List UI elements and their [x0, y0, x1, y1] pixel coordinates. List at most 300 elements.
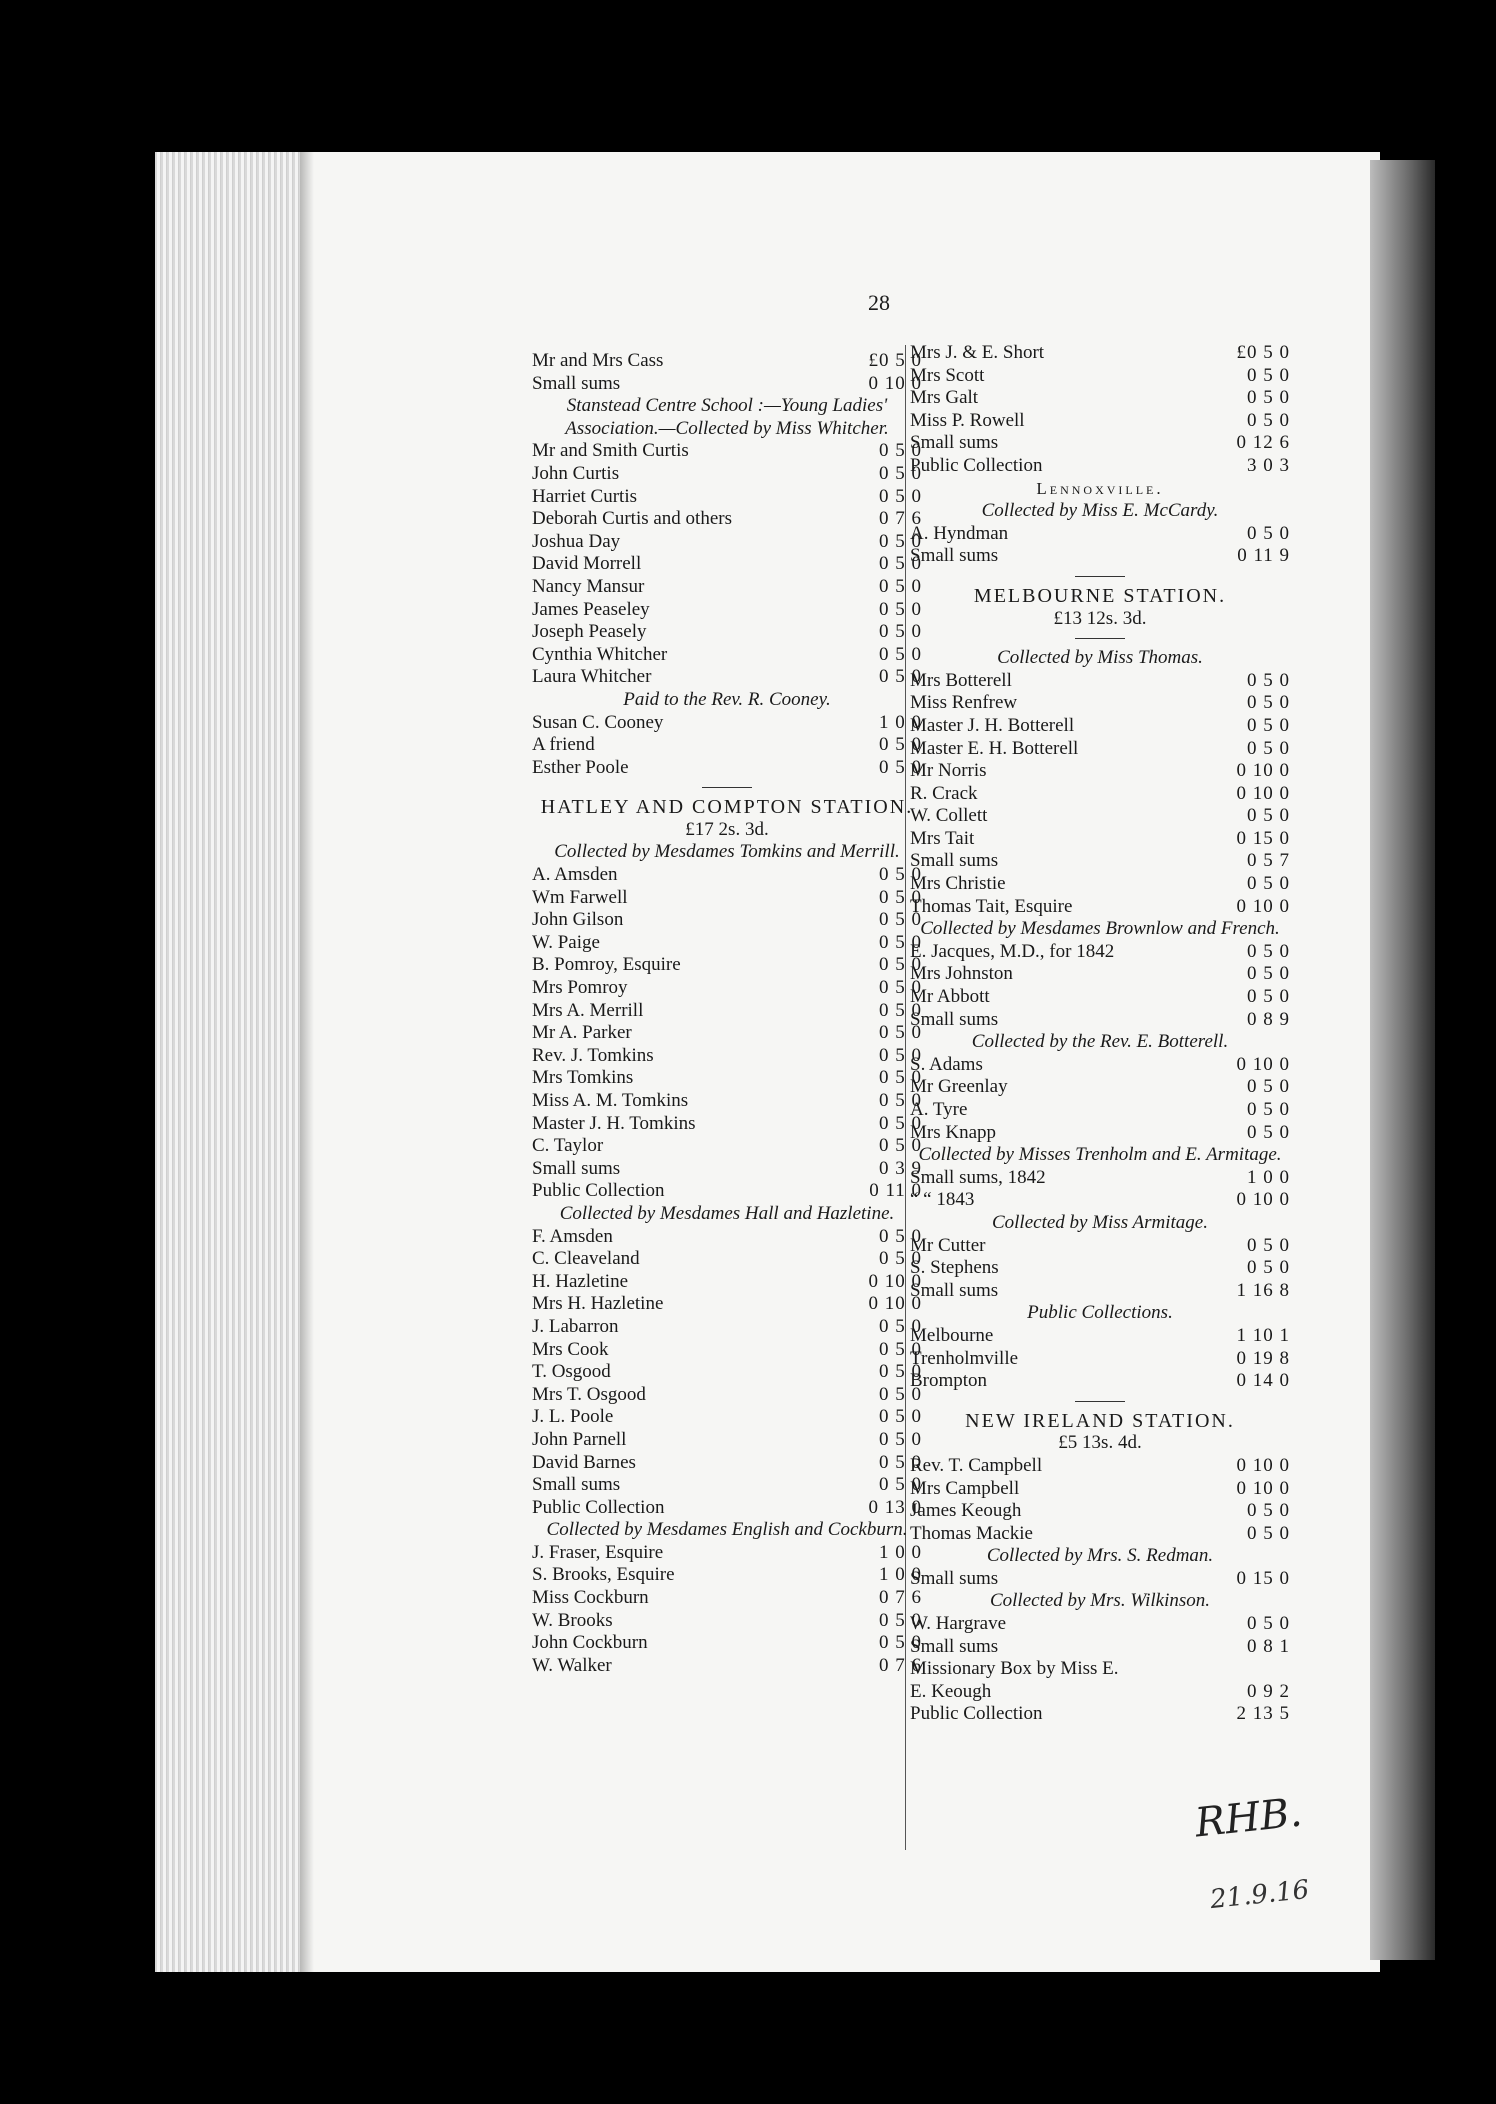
donor-name: Thomas Mackie	[910, 1522, 1033, 1544]
donor-name: W. Paige	[532, 931, 600, 953]
donor-name: S. Adams	[910, 1053, 983, 1075]
donation-amount: 0 5 0	[879, 485, 922, 507]
ledger-entry	[910, 1325, 1290, 1348]
donor-name: Laura Whitcher	[532, 666, 652, 688]
donation-amount: 0 5 0	[879, 886, 922, 908]
donation-amount: 0 9 2	[1247, 1680, 1290, 1702]
ledger-entry	[910, 1235, 1290, 1258]
donation-amount: 1 0 0	[879, 711, 922, 733]
donor-name: Mr Abbott	[910, 986, 990, 1008]
donor-name: Wm Farwell	[532, 886, 628, 908]
donor-name: Esther Poole	[532, 756, 629, 778]
ledger-entry	[532, 932, 922, 955]
donor-name: Miss Renfrew	[910, 692, 1018, 714]
subsection-title: Lennoxville.	[1036, 478, 1164, 498]
ledger-entry	[910, 692, 1290, 715]
donation-amount: 1 0 0	[879, 1564, 922, 1586]
ledger-entry	[532, 350, 922, 373]
donor-name: Mr and Smith Curtis	[532, 440, 689, 462]
donor-name: John Parnell	[532, 1428, 627, 1450]
ledger-entry	[910, 963, 1290, 986]
donor-name: Small sums	[910, 1008, 999, 1030]
donation-amount: 0 5 0	[1247, 669, 1290, 691]
donor-name: W. Hargrave	[910, 1613, 1007, 1635]
donor-name: Melbourne	[910, 1324, 994, 1346]
ledger-entry	[910, 896, 1290, 919]
ledger-entry	[532, 1045, 922, 1068]
ledger-entry	[532, 1316, 922, 1339]
ledger-entry	[532, 1587, 922, 1610]
donor-name: John Gilson	[532, 909, 624, 931]
donation-amount: 0 5 0	[1247, 387, 1290, 409]
donor-name: Small sums	[910, 432, 999, 454]
donor-name: Mrs Tait	[910, 827, 975, 849]
ledger-entry	[532, 1135, 922, 1158]
donation-amount: 0 5 0	[1247, 692, 1290, 714]
donation-amount: 0 5 0	[1247, 714, 1290, 736]
ledger-entry	[532, 1271, 922, 1294]
donation-amount: 0 10 0	[1236, 1454, 1290, 1476]
donor-name: C. Cleaveland	[532, 1248, 640, 1270]
ledger-entry	[532, 712, 922, 735]
donor-name: F. Amsden	[532, 1225, 613, 1247]
donor-name: Master J. H. Tomkins	[532, 1112, 696, 1134]
donor-name: Public Collection	[532, 1496, 665, 1518]
ledger-entry	[910, 1455, 1290, 1478]
section-rule	[1075, 638, 1125, 639]
donor-name: Master E. H. Botterell	[910, 737, 1079, 759]
donor-name: “ “ 1843	[910, 1189, 975, 1211]
ledger-entry	[910, 1658, 1290, 1681]
donor-name: Mrs Tomkins	[532, 1067, 634, 1089]
ledger-entry	[532, 864, 922, 887]
station-total: £13 12s. 3d.	[1053, 607, 1147, 629]
donation-amount: 0 13 0	[868, 1496, 922, 1518]
donor-name: S. Stephens	[910, 1257, 999, 1279]
donor-name: Small sums	[910, 545, 999, 567]
ledger-entry	[910, 387, 1290, 410]
ledger-entry	[532, 757, 922, 780]
donation-amount: 0 5 0	[1247, 737, 1290, 759]
collector-heading: Collected by Mrs. Wilkinson.	[989, 1590, 1211, 1612]
donor-name: Mrs Galt	[910, 387, 979, 409]
donation-amount: 0 5 0	[1247, 940, 1290, 962]
ledger-entry	[532, 1226, 922, 1249]
donor-name: J. L. Poole	[532, 1406, 614, 1428]
left-column	[532, 350, 922, 1677]
donation-amount: 0 14 0	[1236, 1370, 1290, 1392]
donor-name: Public Collection	[910, 1703, 1043, 1725]
ledger-entry	[910, 738, 1290, 761]
donation-amount: 0 5 0	[879, 931, 922, 953]
ledger-entry	[532, 508, 922, 531]
donor-name: J. Fraser, Esquire	[532, 1541, 664, 1563]
collector-heading: Collected by Mesdames English and Cockburn.	[546, 1519, 908, 1541]
ledger-entry	[910, 873, 1290, 896]
donation-amount: 0 5 0	[1247, 1500, 1290, 1522]
donor-name: Mrs Pomroy	[532, 977, 628, 999]
donation-amount: 0 5 0	[1247, 986, 1290, 1008]
ledger-entry	[532, 954, 922, 977]
donation-amount: 0 10 0	[1236, 1053, 1290, 1075]
ledger-entry	[532, 1429, 922, 1452]
donation-amount: 0 5 0	[879, 756, 922, 778]
donation-amount: 0 10 0	[868, 372, 922, 394]
donor-name: Joshua Day	[532, 530, 621, 552]
donation-amount: 0 5 0	[879, 1361, 922, 1383]
donation-amount: 0 5 0	[1247, 409, 1290, 431]
donation-amount: 0 5 0	[879, 1428, 922, 1450]
station-total: £5 13s. 4d.	[1058, 1432, 1142, 1454]
ledger-entry	[910, 545, 1290, 568]
donor-name: Missionary Box by Miss E.	[910, 1658, 1119, 1680]
ledger-entry	[910, 365, 1290, 388]
donor-name: W. Brooks	[532, 1609, 613, 1631]
donation-amount: 0 15 0	[1236, 827, 1290, 849]
donor-name: John Curtis	[532, 462, 620, 484]
ledger-entry	[910, 523, 1290, 546]
donation-amount: 0 5 0	[879, 575, 922, 597]
collector-heading: Paid to the Rev. R. Cooney.	[623, 688, 831, 710]
donor-name: Mr Norris	[910, 760, 987, 782]
ledger-entry	[910, 1167, 1290, 1190]
donor-name: C. Taylor	[532, 1135, 604, 1157]
donation-amount: 0 5 0	[879, 1135, 922, 1157]
donation-amount: 1 0 0	[1247, 1166, 1290, 1188]
donation-amount: 0 10 0	[868, 1293, 922, 1315]
ledger-entry	[532, 1406, 922, 1429]
ledger-entry	[910, 1348, 1290, 1371]
donation-amount: 0 5 0	[879, 1067, 922, 1089]
donation-amount: 0 5 0	[879, 598, 922, 620]
donation-amount: 0 5 0	[879, 954, 922, 976]
donor-name: Miss A. M. Tomkins	[532, 1090, 689, 1111]
ledger-entry	[532, 1248, 922, 1271]
donor-name: Mrs Johnston	[910, 963, 1013, 985]
ledger-entry	[532, 977, 922, 1000]
donation-amount: 2 13 5	[1236, 1703, 1290, 1725]
donor-name: Cynthia Whitcher	[532, 643, 668, 665]
donation-amount: 0 5 0	[1247, 873, 1290, 895]
donor-name: E. Keough	[910, 1680, 992, 1702]
donation-amount: 0 5 0	[879, 462, 922, 484]
ledger-entry	[910, 1613, 1290, 1636]
ledger-entry	[532, 1339, 922, 1362]
donation-amount: 0 5 0	[879, 734, 922, 756]
donor-name: Public Collection	[910, 454, 1043, 476]
ledger-entry	[910, 805, 1290, 828]
donor-name: Small sums	[532, 1157, 621, 1179]
donation-amount: 0 3 9	[879, 1157, 922, 1179]
ledger-entry	[910, 1257, 1290, 1280]
ledger-entry	[532, 1293, 922, 1316]
station-title: MELBOURNE STATION.	[973, 584, 1227, 607]
donation-amount: 0 11 9	[1237, 545, 1290, 567]
ledger-entry	[910, 342, 1290, 365]
donation-amount: 0 10 0	[868, 1270, 922, 1292]
donor-name: Mrs H. Hazletine	[532, 1293, 664, 1315]
ledger-entry	[910, 1681, 1290, 1704]
donation-amount: 0 5 0	[879, 999, 922, 1021]
ledger-entry	[532, 373, 922, 396]
ledger-entry	[532, 1000, 922, 1023]
donation-amount: 0 5 0	[879, 666, 922, 688]
ledger-entry	[532, 621, 922, 644]
donation-amount: 0 8 9	[1247, 1008, 1290, 1030]
donor-name: Mrs Knapp	[910, 1121, 997, 1143]
donation-amount: 0 5 0	[879, 1225, 922, 1247]
donation-amount: 0 5 0	[1247, 1099, 1290, 1120]
donation-amount: 0 10 0	[1236, 782, 1290, 804]
ledger-entry	[532, 1113, 922, 1136]
donor-name: Thomas Tait, Esquire	[910, 895, 1073, 917]
donation-amount: 0 5 0	[879, 1474, 922, 1496]
donor-name: Mrs J. & E. Short	[910, 342, 1045, 363]
donor-name: Small sums	[532, 1474, 621, 1496]
donation-amount: 0 5 0	[879, 909, 922, 931]
donation-amount: 0 5 0	[879, 440, 922, 462]
donation-amount: 0 5 0	[879, 1022, 922, 1044]
donor-name: Mr Cutter	[910, 1234, 986, 1256]
donation-amount: £0 5 0	[1236, 342, 1290, 363]
donor-name: W. Walker	[532, 1654, 612, 1676]
ledger-entry	[532, 531, 922, 554]
donation-amount: 0 5 0	[1247, 963, 1290, 985]
ledger-entry	[532, 486, 922, 509]
ledger-entry	[910, 1523, 1290, 1546]
donation-amount: 0 7 6	[879, 508, 922, 530]
donation-amount: 1 10 1	[1236, 1324, 1290, 1346]
ledger-entry	[910, 941, 1290, 964]
donation-amount: 0 12 6	[1236, 432, 1290, 454]
donor-name: Mrs Scott	[910, 364, 985, 386]
donor-name: Small sums	[910, 1279, 999, 1301]
donor-name: A friend	[532, 734, 595, 756]
collector-heading: Collected by Miss Thomas.	[997, 647, 1203, 669]
donor-name: Small sums, 1842	[910, 1166, 1046, 1188]
collector-heading: Collected by Misses Trenholm and E. Armitage.	[918, 1144, 1282, 1166]
ledger-entry	[910, 670, 1290, 693]
donation-amount: 1 16 8	[1236, 1279, 1290, 1301]
donor-name: Deborah Curtis and others	[532, 508, 732, 530]
collector-heading: Collected by Miss Armitage.	[991, 1211, 1208, 1233]
collector-heading: Collected by Mesdames Hall and Hazletine.	[559, 1202, 895, 1224]
ledger-entry	[910, 432, 1290, 455]
donor-name: R. Crack	[910, 782, 978, 804]
ledger-entry	[910, 1478, 1290, 1501]
ledger-entry	[532, 1090, 922, 1113]
ledger-entry	[532, 440, 922, 463]
ledger-entry	[532, 1361, 922, 1384]
donor-name: W. Collett	[910, 805, 988, 827]
donation-amount: 0 5 0	[1247, 805, 1290, 827]
ledger-entry	[532, 1158, 922, 1181]
donation-amount: 0 8 1	[1247, 1635, 1290, 1657]
donation-amount: 0 5 0	[879, 643, 922, 665]
donation-amount: 0 5 0	[879, 1044, 922, 1066]
donation-amount: 0 10 0	[1236, 1189, 1290, 1211]
donor-name: Small sums	[910, 1635, 999, 1657]
donation-amount: 0 5 0	[1247, 1234, 1290, 1256]
donation-amount: 0 5 0	[879, 1090, 922, 1111]
donation-amount: 0 15 0	[1236, 1567, 1290, 1589]
donation-amount: 0 5 7	[1247, 850, 1290, 872]
ledger-entry	[532, 666, 922, 689]
ledger-entry	[910, 455, 1290, 478]
donation-amount: 0 5 0	[879, 1609, 922, 1631]
donation-amount: 0 5 0	[879, 553, 922, 575]
ledger-entry	[910, 1076, 1290, 1099]
ledger-entry	[532, 553, 922, 576]
ledger-entry	[532, 463, 922, 486]
donation-amount: 0 5 0	[1247, 1613, 1290, 1635]
ledger-entry	[910, 1122, 1290, 1145]
donation-amount: 0 19 8	[1236, 1347, 1290, 1369]
ledger-entry	[910, 1568, 1290, 1591]
station-title: HATLEY AND COMPTON STATION.	[540, 796, 914, 819]
donor-name: Mrs Botterell	[910, 669, 1012, 691]
donation-amount: 0 5 0	[879, 1383, 922, 1405]
donor-name: A. Tyre	[910, 1099, 968, 1120]
ledger-entry	[532, 1180, 922, 1203]
donor-name: Mr A. Parker	[532, 1022, 632, 1044]
donor-name: David Morrell	[532, 553, 642, 575]
station-total: £17 2s. 3d.	[685, 818, 769, 840]
right-column	[910, 342, 1290, 1726]
donation-amount: 0 5 0	[879, 977, 922, 999]
donation-amount: 0 5 0	[1247, 522, 1290, 544]
ledger-entry	[532, 1067, 922, 1090]
collector-heading: Public Collections.	[1027, 1302, 1173, 1324]
gutter-shadow	[300, 152, 314, 1972]
donor-name: H. Hazletine	[532, 1270, 629, 1292]
donor-name: Mrs Campbell	[910, 1477, 1020, 1499]
donation-amount: 0 5 0	[879, 864, 922, 886]
ledger-entry	[910, 828, 1290, 851]
donor-name: Miss Cockburn	[532, 1587, 649, 1609]
ledger-entry	[532, 909, 922, 932]
ledger-entry	[910, 1009, 1290, 1032]
ledger-entry	[532, 1384, 922, 1407]
donation-amount: 3 0 3	[1247, 454, 1290, 476]
ledger-entry	[910, 1703, 1290, 1726]
ledger-entry	[910, 1189, 1290, 1212]
donation-amount: £0 5 0	[868, 350, 922, 371]
ledger-entry	[910, 1370, 1290, 1393]
donor-name: Miss P. Rowell	[910, 409, 1025, 431]
ledger-entry	[532, 644, 922, 667]
donor-name: Mrs Christie	[910, 873, 1006, 895]
donor-name: Small sums	[910, 850, 999, 872]
station-title: NEW IRELAND STATION.	[965, 1409, 1235, 1432]
donor-name: Mr Greenlay	[910, 1076, 1008, 1098]
donation-amount: 0 5 0	[879, 1248, 922, 1270]
ledger-entry	[532, 1564, 922, 1587]
donation-amount: 0 5 0	[879, 530, 922, 552]
donor-name: Joseph Peasely	[532, 621, 647, 643]
donor-name: B. Pomroy, Esquire	[532, 954, 681, 976]
donation-amount: 0 5 0	[1247, 364, 1290, 386]
ledger-entry	[532, 1655, 922, 1678]
collector-heading: Collected by Mesdames Brownlow and French.	[920, 918, 1280, 940]
ledger-entry	[910, 1054, 1290, 1077]
donation-amount: 1 0 0	[879, 1541, 922, 1563]
donation-amount: 0 5 0	[879, 1632, 922, 1654]
donor-name: Trenholmville	[910, 1347, 1019, 1369]
ledger-entry	[532, 1542, 922, 1565]
donor-name: Public Collection	[532, 1180, 665, 1202]
ledger-entry	[532, 1610, 922, 1633]
ledger-entry	[910, 760, 1290, 783]
collector-heading: Collected by Mrs. S. Redman.	[986, 1545, 1214, 1567]
donor-name: David Barnes	[532, 1451, 636, 1473]
donor-name: Master J. H. Botterell	[910, 714, 1075, 736]
donor-name: Mrs T. Osgood	[532, 1383, 646, 1405]
donor-name: Harriet Curtis	[532, 485, 638, 507]
donor-name: Brompton	[910, 1370, 988, 1392]
ledger-entry	[532, 1022, 922, 1045]
donation-amount: 0 7 6	[879, 1587, 922, 1609]
section-rule	[702, 787, 752, 788]
donor-name: James Peaseley	[532, 598, 650, 620]
ledger-entry	[532, 734, 922, 757]
donor-name: Mrs A. Merrill	[532, 999, 644, 1021]
ledger-entry	[910, 715, 1290, 738]
ledger-entry	[910, 1636, 1290, 1659]
ledger-entry	[532, 599, 922, 622]
ledger-entry	[910, 850, 1290, 873]
book-cover-edge	[1370, 160, 1435, 1960]
donation-amount: 0 5 0	[1247, 1121, 1290, 1143]
section-rule	[1075, 576, 1125, 577]
donor-name: Small sums	[532, 372, 621, 394]
donation-amount: 0 10 0	[1236, 895, 1290, 917]
donor-name: E. Jacques, M.D., for 1842	[910, 940, 1115, 962]
donation-amount: 0 5 0	[879, 1406, 922, 1428]
donation-amount: 0 7 6	[879, 1654, 922, 1676]
donation-amount: 0 5 0	[879, 1338, 922, 1360]
ledger-entry	[532, 1497, 922, 1520]
donation-amount: 0 5 0	[1247, 1257, 1290, 1279]
ledger-entry	[910, 783, 1290, 806]
donor-name: J. Labarron	[532, 1315, 619, 1337]
collector-heading: Collected by the Rev. E. Botterell.	[971, 1031, 1229, 1053]
donor-name: Small sums	[910, 1567, 999, 1589]
donor-name: Nancy Mansur	[532, 575, 645, 597]
handwritten-date: 21.9.16	[1208, 1874, 1311, 1916]
donor-name: Rev. T. Campbell	[910, 1454, 1043, 1476]
donor-name: S. Brooks, Esquire	[532, 1564, 675, 1586]
donor-name: A. Hyndman	[910, 522, 1009, 544]
donor-name: Mr and Mrs Cass	[532, 350, 664, 371]
handwritten-initials: RHB.	[1192, 1789, 1305, 1847]
donation-amount: 0 5 0	[879, 621, 922, 643]
donation-amount: 0 5 0	[1247, 1076, 1290, 1098]
ledger-entry	[532, 576, 922, 599]
collector-heading: Collected by Mesdames Tomkins and Merrill.	[554, 841, 900, 863]
ledger-entry	[910, 1099, 1290, 1122]
donor-name: James Keough	[910, 1500, 1022, 1522]
donor-name: T. Osgood	[532, 1361, 611, 1383]
ledger-entry	[910, 986, 1290, 1009]
ledger-entry	[532, 887, 922, 910]
donor-name: Mrs Cook	[532, 1338, 609, 1360]
donation-amount: 0 5 0	[879, 1112, 922, 1134]
donation-amount: 0 5 0	[1247, 1522, 1290, 1544]
donor-name: A. Amsden	[532, 864, 618, 886]
page-number: 28	[868, 290, 890, 315]
ledger-entry	[910, 1280, 1290, 1303]
